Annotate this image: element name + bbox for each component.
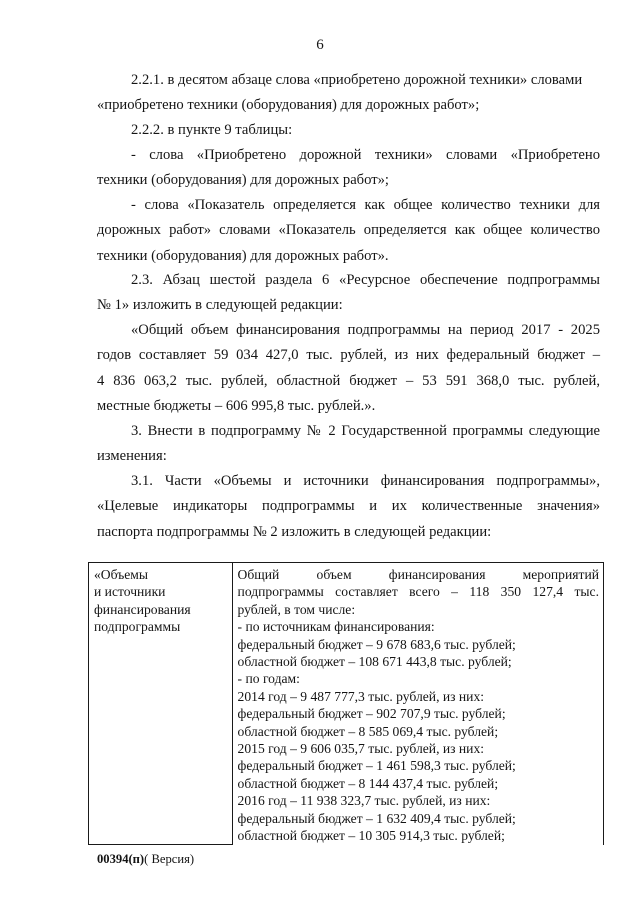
paragraph-pquote	[97, 318, 600, 419]
table-content-line: 2016 год – 11 938 323,7 тыс. рублей, из них:	[237, 793, 491, 809]
table-content-line: областной бюджет – 108 671 443,8 тыс. рублей;	[237, 654, 512, 670]
text-line: 3.1. Части «Объемы и источники финансирования подпрограммы»,	[131, 473, 600, 489]
table-content-line: Общий объем финансирования мероприятий	[237, 567, 599, 582]
table-content-line: федеральный бюджет – 1 632 409,4 тыс. рублей;	[237, 810, 516, 826]
text-line: 2.2.2. в пункте 9 таблицы:	[131, 122, 293, 138]
text-line: местные бюджеты – 606 995,8 тыс. рублей.».	[97, 397, 376, 414]
paragraph-pdash1	[97, 143, 600, 194]
text-line: 3. Внести в подпрограмму № 2 Государственной программы следующие	[131, 423, 600, 439]
table-heading-line: и источники	[94, 584, 166, 600]
text-line: техники (оборудования) для дорожных работ».	[97, 247, 389, 264]
table-content-line: федеральный бюджет – 902 707,9 тыс. рублей;	[237, 706, 506, 722]
text-line: паспорта подпрограммы № 2 изложить в следующей редакции:	[97, 523, 492, 540]
passport-table	[88, 562, 604, 845]
table-content-line: - по годам:	[237, 671, 300, 687]
table-heading-line: «Объемы	[94, 567, 148, 582]
text-line: дорожных работ» словами «Показатель определяется как общее количество	[97, 222, 600, 239]
table-content-line: - по источникам финансирования:	[237, 619, 435, 635]
table-heading-line: подпрограммы	[94, 619, 181, 635]
table-content-line: рублей, в том числе:	[237, 601, 356, 617]
text-line: 4 836 063,2 тыс. рублей, областной бюджет – 53 591 368,0 тыс. рублей,	[97, 372, 600, 389]
table-content-line: 2014 год – 9 487 777,3 тыс. рублей, из них:	[237, 688, 485, 704]
table-content-line: федеральный бюджет – 1 461 598,3 тыс. рублей;	[237, 758, 516, 774]
table-cell-content	[232, 563, 603, 845]
paragraph-pdash2	[97, 193, 600, 269]
table-content-line: областной бюджет – 8 585 069,4 тыс. рублей;	[237, 723, 499, 739]
text-line: 2.3. Абзац шестой раздела 6 «Ресурсное обеспечение подпрограммы	[131, 272, 600, 288]
paragraph-p221	[97, 68, 600, 119]
text-line: - слова «Показатель определяется как общее количество техники для	[131, 197, 600, 213]
table-heading-line: финансирования	[94, 601, 191, 617]
text-line: - слова «Приобретено дорожной техники» словами «Приобретено	[131, 147, 600, 163]
document-footer	[97, 852, 194, 867]
text-line: годов составляет 59 034 427,0 тыс. рублей, из них федеральный бюджет –	[97, 347, 600, 364]
paragraph-p31	[97, 469, 600, 545]
table-content-line: федеральный бюджет – 9 678 683,6 тыс. рублей;	[237, 636, 516, 652]
table-content-line: областной бюджет – 10 305 914,3 тыс. рублей;	[237, 828, 505, 844]
document-version: ( Версия)	[144, 852, 195, 866]
text-line: 2.2.1. в десятом абзаце слова «приобретено дорожной техники» словами	[131, 72, 583, 88]
paragraph-p222	[97, 118, 600, 143]
paragraph-p23	[97, 268, 600, 319]
table-content-line: областной бюджет – 8 144 437,4 тыс. рублей;	[237, 775, 499, 791]
text-line: «Целевые индикаторы подпрограммы и их количественные значения»	[97, 498, 600, 515]
page-number: 6	[316, 37, 324, 53]
table-row	[89, 563, 604, 845]
text-line: техники (оборудования) для дорожных работ»;	[97, 172, 389, 189]
text-line: «приобретено техники (оборудования) для дорожных работ»;	[97, 97, 480, 114]
text-line: изменения:	[97, 448, 167, 465]
document-code: 00394(п)	[97, 852, 145, 866]
table-content-line: 2015 год – 9 606 035,7 тыс. рублей, из них:	[237, 741, 485, 757]
table-cell-heading	[89, 563, 233, 845]
table-content-line: подпрограммы составляет всего – 118 350 127,4 тыс.	[237, 584, 599, 600]
text-line: «Общий объем финансирования подпрограммы на период 2017 - 2025	[131, 322, 600, 338]
paragraph-p3	[97, 419, 600, 470]
text-line: № 1» изложить в следующей редакции:	[97, 297, 343, 314]
